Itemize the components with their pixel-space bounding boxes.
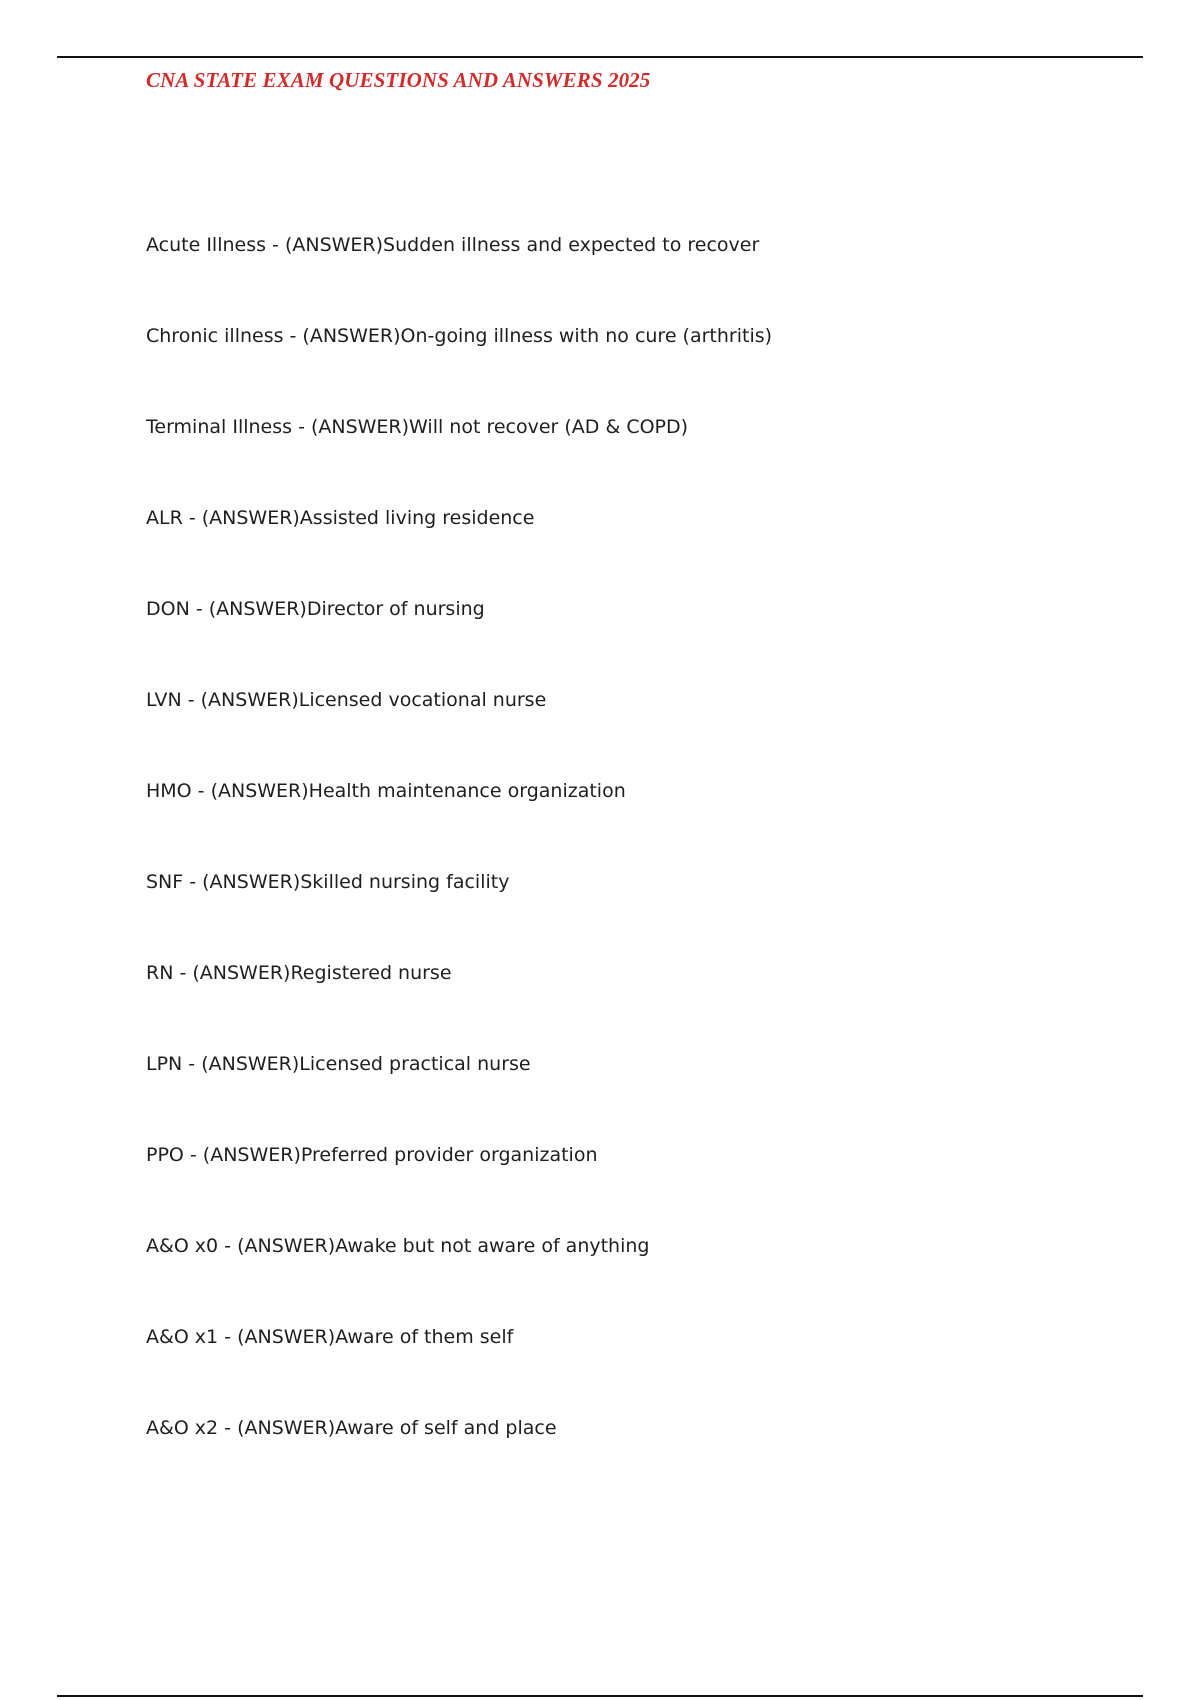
- qa-item: PPO - (ANSWER)Preferred provider organization: [146, 1144, 598, 1166]
- qa-list: [146, 232, 772, 1506]
- qa-item: RN - (ANSWER)Registered nurse: [146, 962, 452, 984]
- qa-item: Acute Illness - (ANSWER)Sudden illness and expected to recover: [146, 234, 760, 256]
- qa-item: A&O x0 - (ANSWER)Awake but not aware of anything: [146, 1235, 650, 1257]
- qa-item: Terminal Illness - (ANSWER)Will not recover (AD & COPD): [146, 416, 689, 438]
- qa-item: ALR - (ANSWER)Assisted living residence: [146, 507, 535, 529]
- qa-item: LPN - (ANSWER)Licensed practical nurse: [146, 1053, 531, 1075]
- qa-item: HMO - (ANSWER)Health maintenance organization: [146, 780, 626, 802]
- qa-item: A&O x1 - (ANSWER)Aware of them self: [146, 1326, 514, 1348]
- qa-item: DON - (ANSWER)Director of nursing: [146, 598, 485, 620]
- footer-rule: [57, 1695, 1143, 1697]
- qa-item: LVN - (ANSWER)Licensed vocational nurse: [146, 689, 547, 711]
- header-rule: [57, 56, 1143, 58]
- qa-item: A&O x2 - (ANSWER)Aware of self and place: [146, 1417, 557, 1439]
- qa-item: SNF - (ANSWER)Skilled nursing facility: [146, 871, 510, 893]
- qa-item: Chronic illness - (ANSWER)On-going illness with no cure (arthritis): [146, 325, 773, 347]
- document-title: CNA STATE EXAM QUESTIONS AND ANSWERS 2025: [146, 68, 651, 92]
